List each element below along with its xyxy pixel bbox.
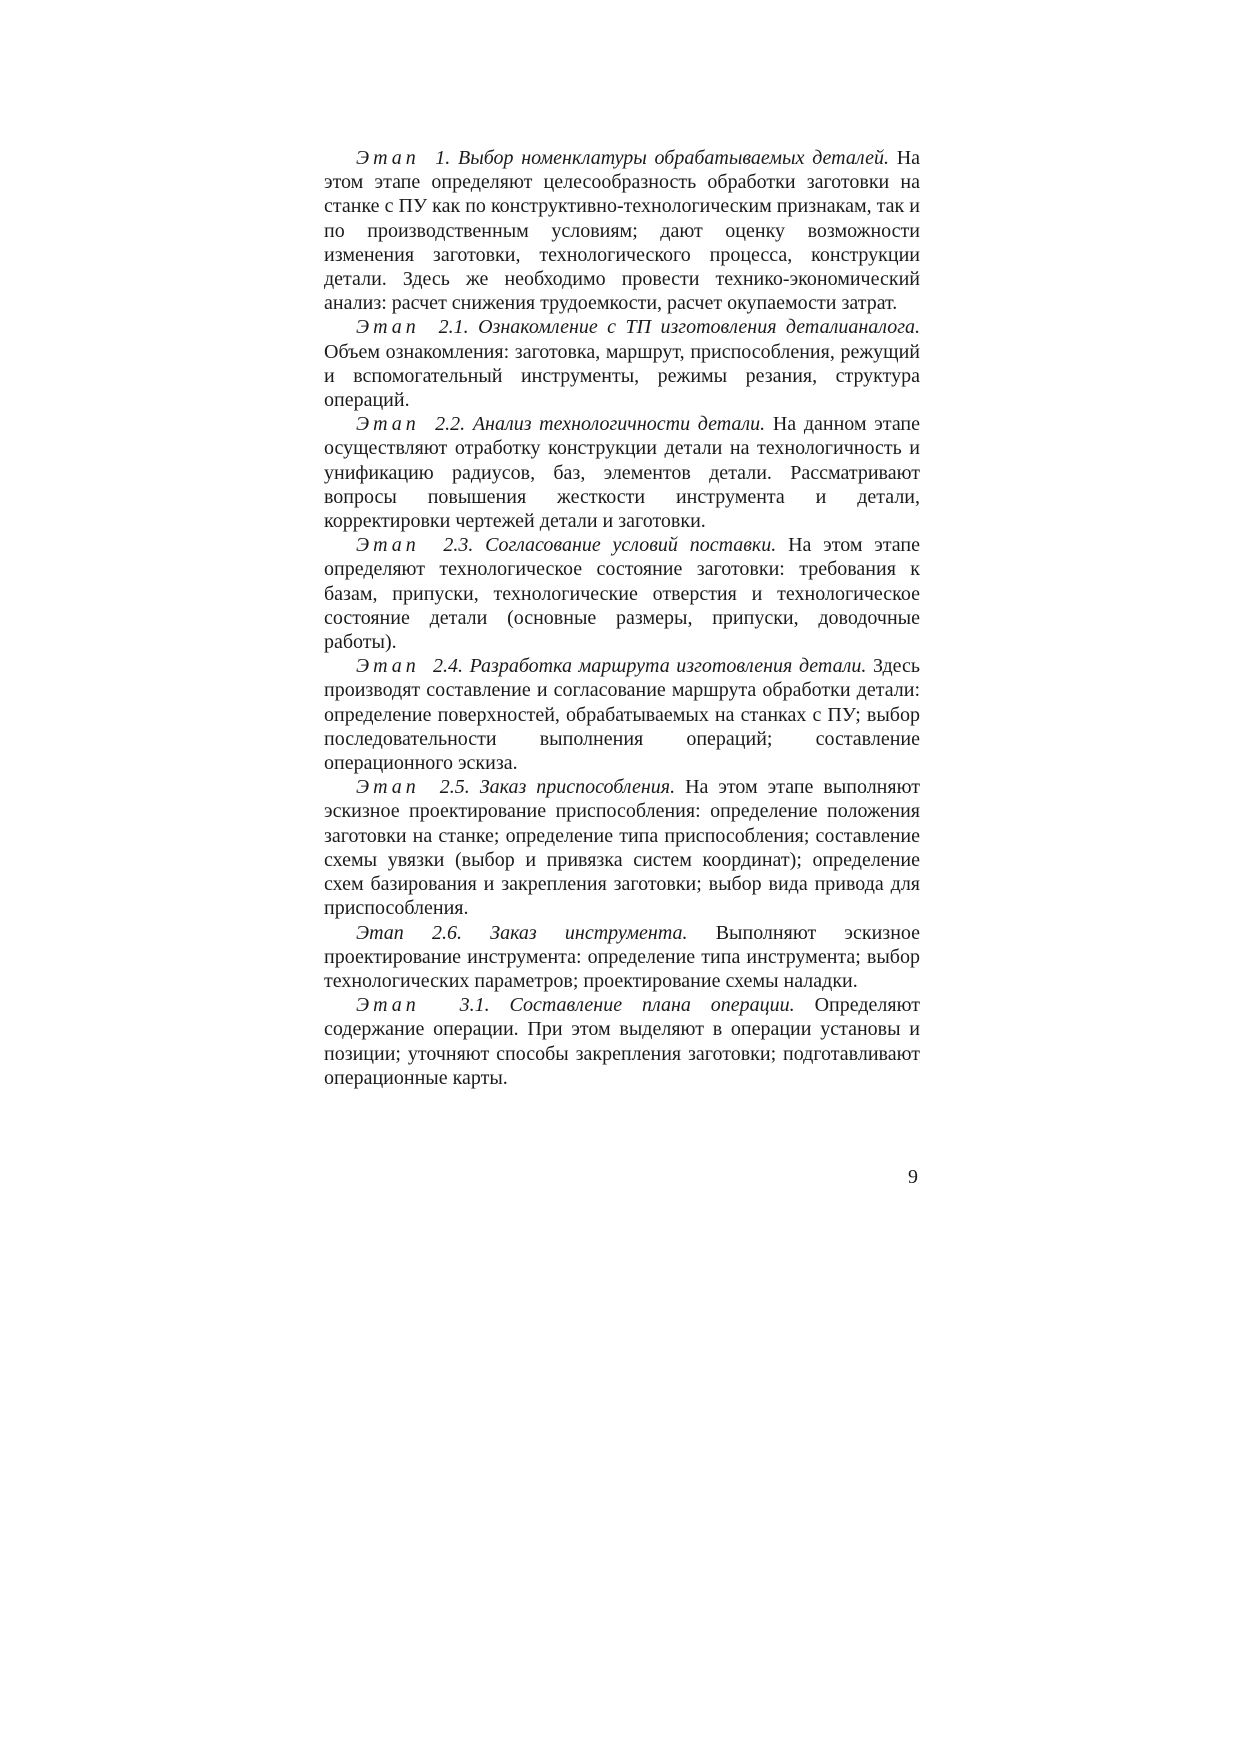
stage-body: Объем ознакомления: заготовка, маршрут, приспособления, режущий и вспомогательный инструменты, режимы резания, структура операций. bbox=[324, 340, 920, 412]
stage-body: Здесь производят составление и согласование маршрута обработки детали: определение поверхностей, обрабатываемых на станках с ПУ; выбор последовательности выполнения операций; составление операционного эскиза. bbox=[324, 655, 921, 775]
stage-title bbox=[356, 534, 776, 556]
stage-heading: 3.1. Составление плана операции. bbox=[459, 994, 795, 1017]
paragraph-stage-2-3 bbox=[324, 533, 920, 654]
stage-word: Этап bbox=[356, 534, 420, 557]
stage-heading: 2.5. Заказ приспособления. bbox=[439, 776, 676, 799]
stage-title bbox=[356, 655, 866, 677]
paragraph-stage-2-6 bbox=[324, 921, 920, 994]
paragraph-stage-1 bbox=[324, 146, 920, 315]
stage-body: На данном этапе осуществляют отработку конструкции детали на технологичность и унификацию радиусов, баз, элементов детали. Рассматривают вопросы повышения жесткости инструмента и детали, корректировки чертежей детали и заготовки. bbox=[324, 413, 921, 533]
stage-heading: 2.3. Согласование условий поставки. bbox=[443, 534, 777, 557]
paragraph-stage-2-2 bbox=[324, 412, 920, 533]
stage-word: Этап bbox=[356, 921, 404, 944]
stage-title bbox=[356, 316, 920, 338]
stage-body: На этом этапе определяют целесообразность обработки заготовки на станке с ПУ как по конструктивно-технологическим признакам, так и по производственным условиям; дают оценку возможности изменения заготовки, технологического процесса, конструкции детали. Здесь же необходимо провести технико-экономический анализ: расчет снижения трудоемкости, расчет окупаемости затрат. bbox=[324, 147, 921, 315]
paragraph-stage-3-1 bbox=[324, 993, 920, 1090]
stage-word: Этап bbox=[356, 994, 420, 1017]
paragraph-stage-2-5 bbox=[324, 775, 920, 920]
stage-title bbox=[356, 994, 795, 1016]
stage-title bbox=[356, 413, 765, 435]
stage-body: Определяют содержание операции. При этом выделяют в операции установы и позиции; уточняют способы закрепления заготовки; подготавливают операционные карты. bbox=[324, 994, 920, 1089]
stage-heading: 2.6. Заказ инструмента. bbox=[431, 921, 688, 944]
paragraph-stage-2-1 bbox=[324, 315, 920, 412]
stage-title bbox=[356, 147, 889, 169]
page-number: 9 bbox=[908, 1166, 918, 1188]
stage-body: На этом этапе выполняют эскизное проектирование приспособления: определение положения заготовки на станке; определение типа приспособления; составление схемы увязки (выбор и привязка систем координат); определение схем базирования и закрепления заготовки; выбор вида привода для приспособления. bbox=[324, 776, 920, 920]
stage-word: Этап bbox=[356, 413, 420, 436]
stage-heading: 1. Выбор номенклатуры обрабатываемых деталей. bbox=[435, 147, 889, 169]
paragraph-stage-2-4 bbox=[324, 654, 920, 775]
stage-word: Этап bbox=[356, 316, 420, 339]
stage-heading: 2.4. Разработка маршрута изготовления детали. bbox=[433, 655, 867, 678]
stage-word: Этап bbox=[356, 655, 420, 678]
stage-heading: 2.1. Ознакомление с ТП изготовления деталианалога. bbox=[438, 316, 921, 339]
stage-heading: 2.2. Анализ технологичности детали. bbox=[435, 413, 766, 436]
stage-word: Этап bbox=[356, 147, 420, 169]
page-body bbox=[324, 146, 920, 1090]
stage-title bbox=[356, 922, 688, 944]
stage-body: На этом этапе определяют технологическое состояние заготовки: требования к базам, припуски, технологические отверстия и технологическое состояние детали (основные размеры, припуски, доводочные работы). bbox=[324, 534, 920, 654]
stage-body: Выполняют эскизное проектирование инструмента: определение типа инструмента; выбор технологических параметров; проектирование схемы наладки. bbox=[324, 921, 921, 992]
stage-title bbox=[356, 776, 675, 798]
stage-word: Этап bbox=[356, 776, 420, 799]
